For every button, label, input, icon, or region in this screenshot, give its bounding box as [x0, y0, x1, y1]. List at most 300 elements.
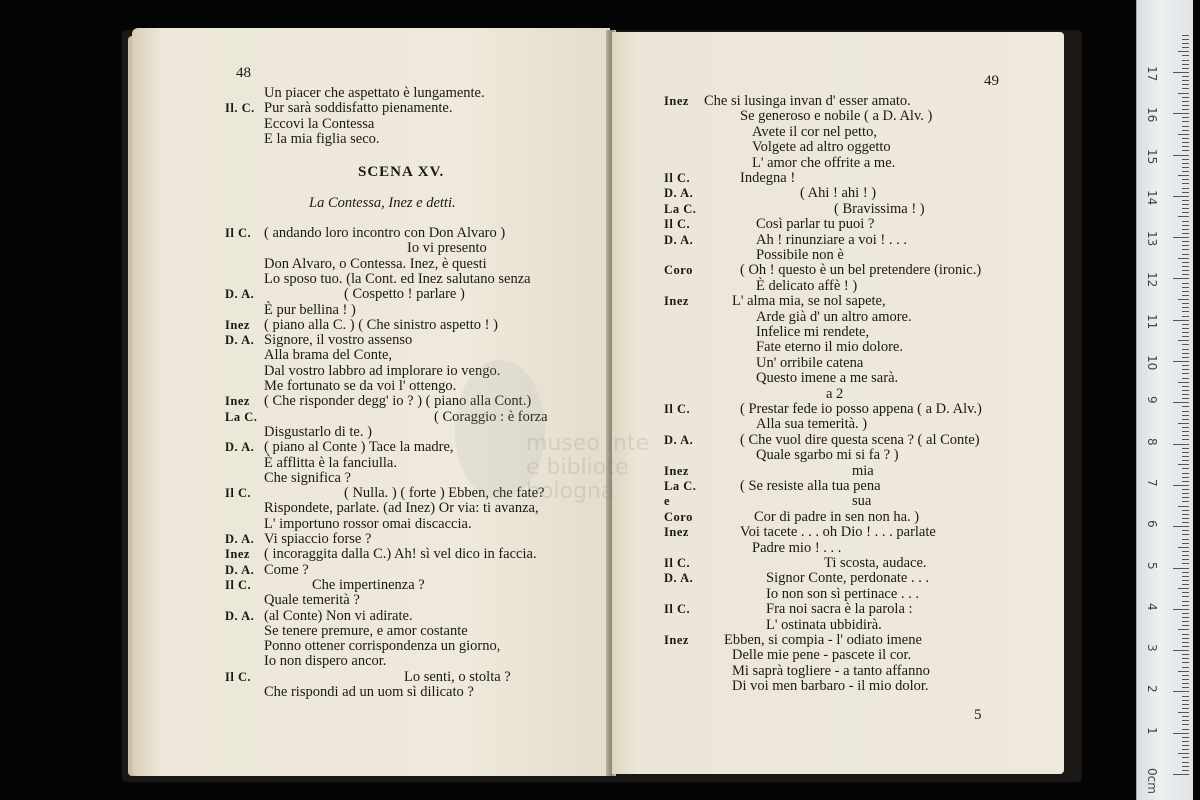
- ruler-tick: [1178, 464, 1189, 465]
- ruler-tick: [1182, 146, 1189, 147]
- text-line: ( Che vuol dire questa scena ? ( al Conte): [740, 431, 980, 448]
- speaker-label: La C.: [664, 479, 697, 493]
- text-line: ( piano al Conte ) Tace la madre,: [264, 439, 454, 456]
- text-line: ( Se resiste alla tua pena: [740, 478, 881, 494]
- ruler-tick: [1178, 506, 1189, 507]
- text-line: Di voi men barbaro - il mio dolor.: [732, 678, 929, 695]
- text-line: Pur sarà soddisfatto pienamente.: [264, 100, 453, 117]
- ruler-tick: [1182, 435, 1189, 436]
- ruler-tick: [1182, 468, 1189, 469]
- ruler-tick: [1178, 712, 1189, 713]
- text-line: Alla brama del Conte,: [264, 347, 393, 364]
- ruler-tick: [1182, 398, 1189, 399]
- ruler-tick: [1182, 510, 1189, 511]
- ruler-tick: [1182, 60, 1189, 61]
- ruler-tick: [1182, 716, 1189, 717]
- speaker-label: Inez: [664, 463, 689, 478]
- speaker-label: La C.: [664, 201, 697, 216]
- ruler-tick: [1173, 361, 1189, 362]
- text-line: Questo imene a me sarà.: [756, 370, 899, 387]
- ruler-number: 3: [1145, 644, 1159, 652]
- text-line: Signore, il vostro assenso: [264, 332, 413, 349]
- text-line: Volgete ad altro oggetto: [752, 139, 891, 156]
- ruler-tick: [1182, 514, 1189, 515]
- ruler-number: 14: [1145, 189, 1159, 206]
- ruler-number: 16: [1145, 107, 1159, 123]
- speaker-label: D. A.: [664, 232, 694, 247]
- ruler-tick: [1178, 258, 1189, 259]
- ruler-tick: [1182, 675, 1189, 676]
- text-line: Se tenere premure, e amor costante: [264, 622, 468, 639]
- ruler-tick: [1173, 526, 1189, 527]
- ruler-tick: [1182, 406, 1189, 407]
- ruler-tick: [1182, 683, 1189, 684]
- ruler-tick: [1182, 720, 1189, 721]
- ruler-tick: [1182, 200, 1189, 201]
- ruler-tick: [1182, 646, 1189, 647]
- ruler-tick: [1178, 753, 1189, 754]
- speaker-label: D. A.: [225, 333, 255, 348]
- ruler-tick: [1182, 634, 1189, 635]
- text-line: ( Ahi ! ahi ! ): [800, 185, 877, 202]
- text-line: Cor di padre in sen non ha. ): [754, 508, 920, 525]
- text-line: Io non son sì pertinace . . .: [766, 585, 920, 602]
- text-line: Che rispondi ad un uom sì dilicato ?: [264, 684, 474, 700]
- text-line: Me fortunato se da voi l' ottengo.: [264, 378, 457, 394]
- ruler-tick: [1182, 419, 1189, 420]
- speaker-label: Inez: [664, 525, 689, 540]
- ruler-tick: [1182, 654, 1189, 655]
- speaker-label: La C.: [225, 409, 258, 424]
- ruler-tick: [1182, 394, 1189, 395]
- text-line: Eccovi la Contessa: [264, 115, 375, 132]
- ruler-tick: [1182, 448, 1189, 449]
- ruler-tick: [1182, 266, 1189, 267]
- text-line: Possibile non è: [756, 247, 844, 263]
- text-line: Fra noi sacra è la parola :: [766, 601, 913, 618]
- ruler-tick: [1173, 237, 1189, 238]
- text-line: Mi saprà togliere - a tanto affanno: [732, 662, 930, 679]
- speaker-label: Il C.: [664, 602, 691, 617]
- ruler-tick: [1182, 316, 1189, 317]
- ruler-number: 13: [1145, 231, 1159, 247]
- speaker-label: Il C.: [664, 217, 691, 232]
- ruler-tick: [1182, 188, 1189, 189]
- ruler-tick: [1182, 543, 1189, 544]
- ruler-tick: [1178, 299, 1189, 300]
- ruler-tick: [1173, 691, 1189, 692]
- ruler-tick: [1182, 150, 1189, 151]
- ruler-tick: [1182, 167, 1189, 168]
- ruler-tick: [1182, 64, 1189, 65]
- ruler-number: 0cm: [1145, 768, 1159, 794]
- ruler-number: 10: [1145, 355, 1159, 371]
- ruler-number: 17: [1145, 65, 1159, 82]
- ruler-tick: [1178, 51, 1189, 52]
- text-line: Indegna !: [740, 170, 796, 186]
- text-line: Alla sua temerità. ): [756, 416, 868, 433]
- text-line: mia: [852, 462, 874, 479]
- ruler-tick: [1173, 650, 1189, 651]
- speaker-label: Coro: [664, 509, 693, 524]
- ruler-tick: [1182, 76, 1189, 77]
- ruler-tick: [1182, 605, 1189, 606]
- ruler-tick: [1173, 485, 1189, 486]
- speaker-label: Coro: [664, 263, 693, 278]
- text-line: ( Oh ! questo è un bel pretendere (ironic.): [740, 262, 982, 279]
- speaker-label: D. A.: [225, 440, 255, 455]
- ruler-tick: [1182, 704, 1189, 705]
- text-line: Così parlar tu puoi ?: [756, 216, 875, 233]
- ruler-tick: [1182, 729, 1189, 730]
- ruler-tick: [1182, 638, 1189, 639]
- ruler-tick: [1182, 373, 1189, 374]
- ruler-tick: [1182, 613, 1189, 614]
- ruler-tick: [1182, 667, 1189, 668]
- ruler-tick: [1182, 662, 1189, 663]
- ruler-tick: [1182, 696, 1189, 697]
- ruler-tick: [1182, 576, 1189, 577]
- ruler-number: 9: [1145, 396, 1159, 404]
- ruler-tick: [1182, 456, 1189, 457]
- ruler-tick: [1182, 55, 1189, 56]
- ruler-tick: [1182, 687, 1189, 688]
- text-line: Voi tacete . . . oh Dio ! . . . parlate: [740, 524, 936, 541]
- text-line: L' ostinata ubbidirà.: [766, 616, 882, 633]
- speaker-label: D. A.: [225, 562, 255, 577]
- ruler-tick: [1178, 93, 1189, 94]
- speaker-label: e: [664, 494, 671, 509]
- ruler-tick: [1182, 303, 1189, 304]
- ruler-tick: [1182, 241, 1189, 242]
- ruler-number: 12: [1145, 272, 1159, 288]
- ruler-tick: [1182, 378, 1189, 379]
- speaker-label: Inez: [664, 94, 689, 108]
- ruler-tick: [1182, 477, 1189, 478]
- ruler-tick: [1182, 580, 1189, 581]
- speaker-label: Inez: [225, 317, 250, 332]
- signature-mark: 5: [974, 707, 982, 723]
- text-line: sua: [852, 493, 872, 510]
- speaker-label: D. A.: [664, 432, 694, 447]
- ruler-tick: [1182, 274, 1189, 275]
- text-line: È afflitta è la fanciulla.: [264, 454, 397, 471]
- watermark: [526, 432, 649, 504]
- speaker-label: Inez: [225, 547, 250, 562]
- text-line: E la mia figlia seco.: [264, 130, 380, 147]
- text-line: Come ?: [264, 561, 309, 578]
- ruler-tick: [1182, 179, 1189, 180]
- text-line: Ah ! rinunziare a voi ! . . .: [756, 231, 907, 248]
- ruler-tick: [1182, 427, 1189, 428]
- ruler-tick: [1182, 572, 1189, 573]
- text-line: Arde già d' un altro amore.: [756, 308, 912, 325]
- ruler-number: 11: [1145, 313, 1159, 329]
- ruler-tick: [1182, 431, 1189, 432]
- ruler-tick: [1182, 658, 1189, 659]
- ruler-tick: [1182, 183, 1189, 184]
- text-line: Un piacer che aspettato è lungamente.: [264, 85, 485, 101]
- text-line: ( Cospetto ! parlare ): [344, 286, 465, 303]
- ruler-tick: [1182, 357, 1189, 358]
- ruler-tick: [1182, 295, 1189, 296]
- ruler-tick: [1182, 559, 1189, 560]
- ruler-tick: [1182, 349, 1189, 350]
- text-line: ( Prestar fede io posso appena ( a D. Alv.): [740, 401, 982, 417]
- ruler-tick: [1182, 530, 1189, 531]
- text-line: L' amor che offrite a me.: [752, 154, 896, 171]
- ruler-tick: [1182, 596, 1189, 597]
- ruler-tick: [1182, 757, 1189, 758]
- ruler-tick: [1182, 324, 1189, 325]
- ruler-tick: [1182, 390, 1189, 391]
- text-line: Dal vostro labbro ad implorare io vengo.: [264, 362, 501, 379]
- ruler-tick: [1182, 551, 1189, 552]
- ruler-tick: [1182, 101, 1189, 102]
- ruler-tick: [1182, 262, 1189, 263]
- ruler-tick: [1182, 229, 1189, 230]
- ruler-tick: [1182, 534, 1189, 535]
- text-line: Se generoso e nobile ( a D. Alv. ): [740, 108, 933, 125]
- text-line: Ti scosta, audace.: [824, 555, 927, 571]
- ruler-number: 5: [1145, 561, 1159, 570]
- ruler-tick: [1182, 138, 1189, 139]
- ruler-tick: [1182, 142, 1189, 143]
- ruler-tick: [1182, 344, 1189, 345]
- ruler-tick: [1182, 291, 1189, 292]
- ruler-tick: [1182, 307, 1189, 308]
- ruler-tick: [1182, 522, 1189, 523]
- ruler-tick: [1182, 700, 1189, 701]
- ruler-tick: [1182, 163, 1189, 164]
- ruler-tick: [1178, 382, 1189, 383]
- left-page-number: 48: [236, 65, 251, 81]
- ruler-tick: [1182, 270, 1189, 271]
- ruler-tick: [1182, 762, 1189, 763]
- ruler-tick: [1178, 216, 1189, 217]
- ruler-tick: [1182, 473, 1189, 474]
- ruler-tick: [1182, 336, 1189, 337]
- ruler-tick: [1178, 671, 1189, 672]
- ruler-tick: [1182, 741, 1189, 742]
- ruler-number: 8: [1145, 437, 1159, 446]
- ruler-tick: [1182, 88, 1189, 89]
- ruler-tick: [1182, 171, 1189, 172]
- ruler-tick: [1182, 130, 1189, 131]
- ruler-tick: [1182, 43, 1189, 44]
- ruler-tick: [1182, 539, 1189, 540]
- watermark-line-1: museo inte: [526, 431, 650, 456]
- ruler-tick: [1173, 774, 1189, 775]
- watermark-line-2: e bibliote: [526, 455, 629, 480]
- ruler-tick: [1182, 204, 1189, 205]
- text-line: ( Nulla. ) ( forte ) Ebben, che fate?: [344, 485, 545, 502]
- ruler-tick: [1178, 340, 1189, 341]
- ruler-tick: [1182, 192, 1189, 193]
- ruler-tick: [1182, 592, 1189, 593]
- ruler-tick: [1182, 460, 1189, 461]
- speaker-label: Il C.: [664, 556, 691, 570]
- ruler-tick: [1182, 555, 1189, 556]
- ruler-tick: [1182, 84, 1189, 85]
- ruler-tick: [1182, 621, 1189, 622]
- ruler-tick: [1182, 35, 1189, 36]
- ruler-tick: [1173, 155, 1189, 156]
- text-line: Fate eterno il mio dolore.: [756, 339, 903, 356]
- ruler-tick: [1173, 196, 1189, 197]
- text-line: a 2: [826, 385, 844, 402]
- ruler-tick: [1182, 233, 1189, 234]
- text-line: Rispondete, parlate. (ad Inez) Or via: ti avanza,: [264, 500, 539, 517]
- text-line: ( Che risponder degg' io ? ) ( piano alla Cont.): [264, 393, 532, 410]
- ruler-tick: [1173, 402, 1189, 403]
- text-line: ( Bravissima ! ): [834, 200, 925, 217]
- ruler-tick: [1178, 134, 1189, 135]
- text-line: Quale sgarbo mi si fa ? ): [756, 447, 899, 464]
- ruler-tick: [1182, 353, 1189, 354]
- ruler-tick: [1178, 629, 1189, 630]
- ruler-tick: [1182, 766, 1189, 767]
- text-line: L' importuno rossor omai discaccia.: [264, 515, 472, 532]
- text-line: Delle mie pene - pascete il cor.: [732, 647, 912, 664]
- ruler-tick: [1182, 770, 1189, 771]
- ruler-tick: [1178, 588, 1189, 589]
- ruler-tick: [1182, 737, 1189, 738]
- ruler-tick: [1182, 724, 1189, 725]
- text-line: Io vi presento: [407, 240, 487, 257]
- ruler-tick: [1182, 105, 1189, 106]
- scene-cast: La Contessa, Inez e detti.: [309, 195, 456, 211]
- ruler-tick: [1182, 601, 1189, 602]
- speaker-label: Il C.: [225, 669, 252, 684]
- watermark-line-3: bologna: [526, 479, 615, 504]
- ruler-number: 2: [1145, 685, 1159, 694]
- ruler-tick: [1182, 126, 1189, 127]
- text-line: Don Alvaro, o Contessa. Inez, è questi: [264, 255, 487, 272]
- ruler-tick: [1182, 497, 1189, 498]
- ruler-tick: [1173, 609, 1189, 610]
- right-page-number: 49: [984, 73, 999, 89]
- speaker-label: Il C.: [225, 226, 252, 240]
- ruler-tick: [1182, 452, 1189, 453]
- right-page: [612, 32, 1064, 774]
- ruler-tick: [1173, 733, 1189, 734]
- text-line: Lo sposo tuo. (la Cont. ed Inez salutano senza: [264, 270, 531, 287]
- text-line: Signor Conte, perdonate . . .: [766, 570, 930, 587]
- ruler-tick: [1182, 439, 1189, 440]
- text-line: Padre mio ! . . .: [752, 539, 842, 556]
- ruler-tick: [1182, 617, 1189, 618]
- text-line: Avete il cor nel petto,: [752, 123, 877, 140]
- ruler-tick: [1173, 72, 1189, 73]
- text-line: ( Coraggio : è forza: [434, 408, 548, 425]
- text-line: Che impertinenza ?: [312, 576, 425, 593]
- text-line: Quale temerità ?: [264, 592, 360, 609]
- speaker-label: D. A.: [225, 532, 255, 546]
- ruler-tick: [1182, 39, 1189, 40]
- ruler-tick: [1182, 221, 1189, 222]
- ruler-tick: [1182, 311, 1189, 312]
- ruler-tick: [1182, 328, 1189, 329]
- ruler-tick: [1182, 208, 1189, 209]
- speaker-label: Il C.: [664, 171, 691, 185]
- ruler-tick: [1182, 481, 1189, 482]
- ruler-tick: [1178, 423, 1189, 424]
- text-line: È delicato affè ! ): [756, 277, 858, 294]
- ruler-tick: [1182, 159, 1189, 160]
- text-line: Infelice mi rendete,: [756, 324, 870, 340]
- speaker-label: Il. C.: [225, 101, 255, 116]
- ruler-tick: [1173, 278, 1189, 279]
- ruler-tick: [1182, 411, 1189, 412]
- measurement-ruler: [1136, 0, 1193, 800]
- ruler-tick: [1182, 254, 1189, 255]
- text-line: Ebben, si compia - l' odiato imene: [724, 632, 922, 648]
- ruler-number: 4: [1145, 602, 1159, 611]
- ruler-tick: [1182, 365, 1189, 366]
- scene-title: SCENA XV.: [358, 164, 445, 180]
- ruler-tick: [1182, 501, 1189, 502]
- speaker-label: Inez: [664, 633, 689, 647]
- ruler-number: 15: [1145, 148, 1159, 164]
- ruler-tick: [1182, 489, 1189, 490]
- ruler-tick: [1182, 245, 1189, 246]
- speaker-label: Il C.: [664, 402, 691, 416]
- ruler-tick: [1182, 708, 1189, 709]
- ruler-tick: [1182, 625, 1189, 626]
- ruler-tick: [1173, 568, 1189, 569]
- ruler-tick: [1182, 563, 1189, 564]
- ruler-number: 1: [1145, 726, 1159, 735]
- ruler-tick: [1182, 117, 1189, 118]
- ruler-tick: [1182, 369, 1189, 370]
- ruler-tick: [1182, 518, 1189, 519]
- text-line: Lo senti, o stolta ?: [404, 668, 511, 685]
- ruler-tick: [1182, 679, 1189, 680]
- ruler-tick: [1173, 113, 1189, 114]
- ruler-tick: [1182, 97, 1189, 98]
- text-line: (al Conte) Non vi adirate.: [264, 607, 413, 624]
- ruler-tick: [1182, 212, 1189, 213]
- speaker-label: D. A.: [225, 287, 255, 302]
- text-line: Disgustarlo di te. ): [264, 423, 372, 440]
- ruler-tick: [1182, 47, 1189, 48]
- speaker-label: Il C.: [225, 577, 252, 592]
- ruler-tick: [1182, 493, 1189, 494]
- speaker-label: D. A.: [664, 571, 694, 586]
- ruler-tick: [1182, 283, 1189, 284]
- text-line: ( andando loro incontro con Don Alvaro ): [264, 225, 506, 241]
- speaker-label: Il C.: [225, 486, 252, 501]
- text-line: È pur bellina ! ): [264, 301, 356, 318]
- ruler-tick: [1182, 642, 1189, 643]
- text-line: Vi spiaccio forse ?: [264, 531, 372, 547]
- text-line: Che si lusinga invan d' esser amato.: [704, 93, 911, 109]
- text-line: Io non dispero ancor.: [264, 653, 387, 670]
- speaker-label: Inez: [664, 294, 689, 309]
- ruler-tick: [1182, 68, 1189, 69]
- speaker-label: Inez: [225, 394, 250, 409]
- ruler-tick: [1173, 444, 1189, 445]
- speaker-label: D. A.: [225, 608, 255, 623]
- ruler-tick: [1182, 386, 1189, 387]
- text-line: Un' orribile catena: [756, 354, 864, 371]
- ruler-tick: [1182, 249, 1189, 250]
- ruler-tick: [1178, 547, 1189, 548]
- speaker-label: D. A.: [664, 186, 694, 201]
- ruler-tick: [1182, 415, 1189, 416]
- ruler-tick: [1182, 80, 1189, 81]
